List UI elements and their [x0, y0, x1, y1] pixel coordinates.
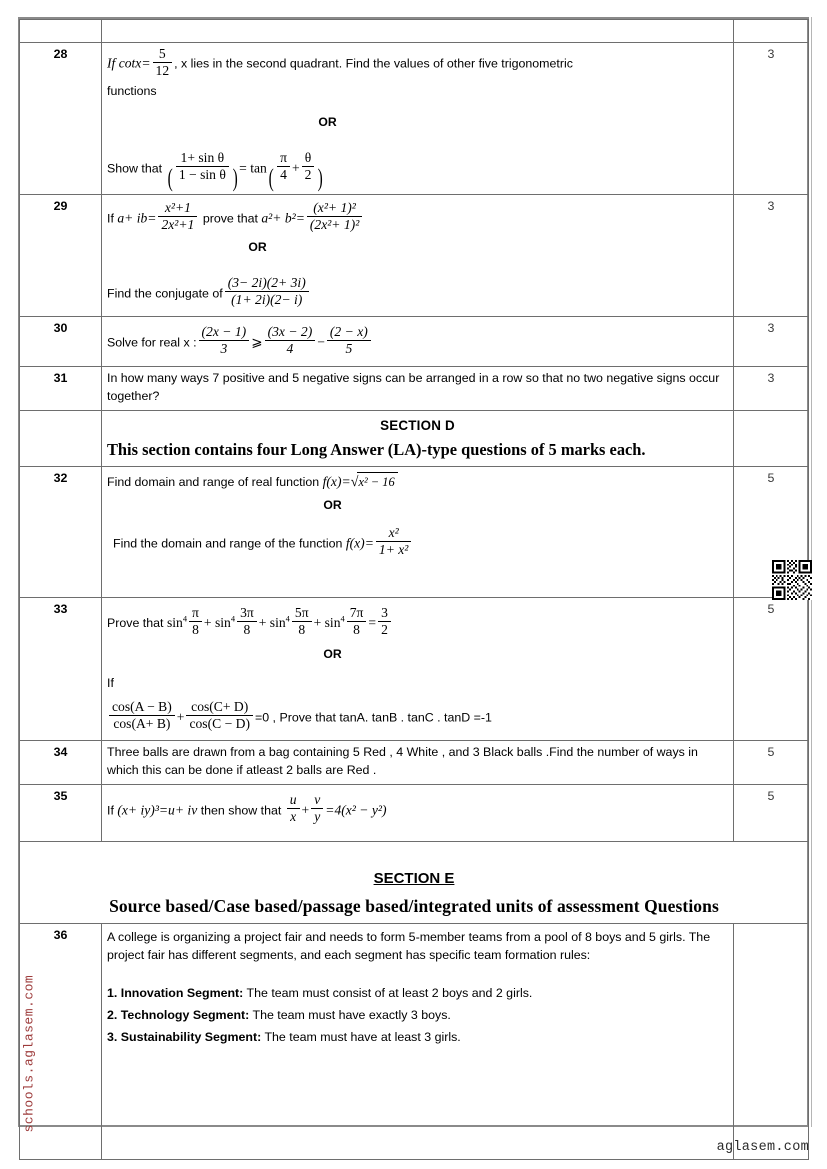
q29-f1-den: 2x²+1: [161, 216, 195, 232]
question-marks: 5: [734, 741, 809, 785]
question-marks: 3: [734, 317, 809, 366]
q28-alt-prefix: Show that: [107, 161, 163, 176]
q28-line2: functions: [107, 84, 157, 99]
q33-sin-index-3: 4: [285, 613, 290, 624]
q33-text: Prove that: [107, 615, 164, 630]
section-e-subtitle: Source based/Case based/passage based/integrated units of assessment Questions: [109, 896, 719, 917]
q29-alt-den: (1+ 2i)(2− i): [231, 291, 303, 307]
q36-item-text: The team must have exactly 3 boys.: [249, 1008, 451, 1023]
q29-f2-num: (x²+ 1)²: [307, 200, 362, 217]
q33-sin-index-4: 4: [340, 613, 345, 624]
q33-sin-index-1: 4: [182, 613, 188, 624]
section-e-title: SECTION E: [373, 870, 455, 888]
section-d-marks-cell: [734, 410, 809, 466]
q30-minus: −: [317, 334, 325, 350]
section-d-title: SECTION D: [380, 417, 455, 433]
q33-t3-num: 5π: [292, 605, 312, 622]
question-number: 32: [20, 466, 102, 597]
q29-mid: prove that: [202, 211, 258, 226]
section-e-header: [20, 842, 809, 924]
qr-code-icon: [772, 560, 812, 600]
q33-t4-den: 8: [353, 621, 360, 637]
question-body: [102, 317, 734, 366]
q33-alt-f2-num: cos(C+ D): [186, 699, 253, 716]
q33-alt-f2-den: cos(C − D): [189, 715, 250, 731]
question-marks: 5: [734, 785, 809, 842]
section-d-number-cell: [20, 410, 102, 466]
q35-prefix: If: [107, 803, 114, 818]
q30-f1-den: 3: [220, 341, 228, 357]
table-row: [20, 597, 809, 740]
q36-item-text: The team must consist of at least 2 boys and 2 girls.: [243, 986, 533, 1001]
section-e-header-row: [20, 842, 809, 924]
q33-t2-den: 8: [243, 621, 251, 637]
q36-item: [107, 985, 728, 1003]
question-marks: [734, 924, 809, 1160]
question-marks: 3: [734, 194, 809, 316]
spacer-cell-marks: [734, 20, 809, 43]
q29-alt-prefix: Find the conjugate of: [107, 286, 223, 301]
question-body: Prove that $\sin^4$ $\frac{\pi}{8}$ + $\sin^4$ $\frac{3\pi}{8}$ + $\sin^4$ $\frac{5\pi}{8}$ + $\sin^4$ $\frac{7\pi}{8}$ = $\frac{3}{2}$ OR If $\frac{\cos(A - B)}{\cos(A+ B)}$ + $\frac{\cos(C+ D)}{\cos(C - D)}$ =0 , Prove that tanA. tanB . tanC . tanD =-1: [102, 597, 734, 740]
q30-text: Solve for real x :: [107, 335, 197, 350]
q32-alt-den: 1+ x²: [378, 542, 409, 558]
q29-prefix: If: [107, 211, 114, 226]
q33-t1-num: π: [189, 605, 202, 622]
q33-alt-f1-den: cos(A+ B): [113, 715, 171, 731]
q30-f2-den: 4: [286, 341, 294, 357]
q28-alt-num: 1+ sin θ: [176, 150, 229, 167]
question-number: 30: [20, 317, 102, 366]
table-row: [20, 366, 809, 410]
question-table: [19, 19, 809, 1160]
q28-or: OR: [318, 115, 337, 130]
q29-lhs: a+ ib=: [117, 210, 157, 226]
section-d-header: [102, 410, 734, 466]
q32-text: Find domain and range of real function: [107, 474, 320, 489]
q33-alt-f1-num: cos(A − B): [109, 699, 175, 716]
question-body: Three balls are drawn from a bag containing 5 Red , 4 White , and 3 Black balls .Find the number of ways in which this can be done if atleast 2 balls are Red .: [102, 741, 734, 785]
q28-frac-den: 12: [155, 63, 170, 79]
q36-item: [107, 1029, 728, 1047]
question-number: 35: [20, 785, 102, 842]
q33-alt-if: If: [107, 675, 114, 690]
q29-or: OR: [248, 240, 267, 255]
question-number: 34: [20, 741, 102, 785]
q33-res-den: 2: [381, 621, 388, 637]
table-row-spacer: [20, 20, 809, 43]
question-body: [102, 785, 734, 842]
q30-f1-num: (2x − 1): [199, 324, 250, 341]
q33-sin-index-2: 4: [230, 613, 236, 624]
q36-item-label: 1. Innovation Segment:: [107, 986, 244, 1001]
q35-f2-num: v: [311, 792, 323, 809]
question-marks: 3: [734, 43, 809, 195]
q33-t1-den: 8: [192, 621, 199, 637]
q29-f2-den: (2x²+ 1)²: [309, 216, 360, 232]
table-row: [20, 43, 809, 195]
q35-tail: =4(x² − y²): [325, 802, 387, 818]
spacer-cell-body: [102, 20, 734, 43]
q28-prefix: If cotx=: [107, 55, 151, 71]
q28-frac-num: 5: [153, 46, 173, 63]
table-row: [20, 924, 809, 1160]
q29-rhs: a²+ b²=: [261, 210, 305, 226]
q32-radicand: x² − 16: [357, 472, 397, 492]
question-body: If cotx= $\frac{5}{12}$ , x lies in the second quadrant. Find the values of other five trigonometric functions OR Show that ( $\frac{\text{1+ sin θ}}{\text{1 − sin θ}}$ ) = tan( $\frac{\pi}{4}$ + $\frac{\theta}{2}$ ): [102, 43, 734, 195]
q33-t2-num: 3π: [237, 605, 257, 622]
watermark: schools.aglasem.com: [21, 974, 37, 1133]
question-number: 33: [20, 597, 102, 740]
q30-f3-den: 5: [345, 341, 353, 357]
q32-or: OR: [323, 497, 342, 512]
q36-item-label: 2. Technology Segment:: [107, 1008, 250, 1023]
table-row: [20, 194, 809, 316]
q33-alt-plus: +: [176, 709, 185, 725]
section-d-header-row: [20, 410, 809, 466]
question-body: Find domain and range of real function f(x)=√x² − 16 OR Find the domain and range of the function f(x)= $\frac{\text{x²}}{\text{1+ x²}}$: [102, 466, 734, 597]
q32-alt-num: x²: [376, 525, 411, 542]
spacer-cell-number: [20, 20, 102, 43]
question-number: 29: [20, 194, 102, 316]
question-number: 28: [20, 43, 102, 195]
section-d-subtitle: This section contains four Long Answer (LA)-type questions of 5 marks each.: [107, 439, 646, 459]
q28-alt-den: 1 − sin θ: [178, 167, 226, 183]
q32-alt-fx: f(x)=: [345, 535, 374, 551]
q28-alt-plus: +: [291, 160, 300, 176]
q29-alt-num: (3− 2i)(2+ 3i): [225, 275, 309, 292]
question-body: In how many ways 7 positive and 5 negative signs can be arranged in a row so that no two negative signs occur together?: [102, 366, 734, 410]
q30-rel: ⩾: [251, 334, 263, 350]
q36-paragraph: A college is organizing a project fair and needs to form 5-member teams from a pool of 8 boys and 5 girls. The project fair has different segments, and each segment has specific team formation rules:: [107, 930, 711, 963]
q28-f1-num: π: [277, 150, 290, 167]
q33-t4-num: 7π: [347, 605, 367, 622]
question-marks: 5: [734, 597, 809, 740]
q28-f1-den: 4: [280, 167, 287, 183]
table-row: [20, 741, 809, 785]
q28-f2-num: θ: [302, 150, 315, 167]
q35-plus: +: [301, 802, 310, 818]
question-marks: 3: [734, 366, 809, 410]
q30-f2-num: (3x − 2): [265, 324, 316, 341]
question-number: 31: [20, 366, 102, 410]
q30-f3-num: (2 − x): [327, 324, 371, 341]
q28-f2-den: 2: [304, 167, 312, 183]
q36-item: [107, 1007, 728, 1025]
q35-f1-num: u: [287, 792, 300, 809]
table-row: [20, 466, 809, 597]
q33-alt-tail: =0 , Prove that tanA. tanB . tanC . tanD =-1: [254, 710, 492, 725]
question-number: 36: [20, 924, 102, 1160]
table-row: [20, 785, 809, 842]
q35-f1-den: x: [290, 809, 297, 825]
q36-item-text: The team must have at least 3 girls.: [261, 1030, 461, 1045]
q35-mid: then show that: [200, 803, 282, 818]
q36-item-label: 3. Sustainability Segment:: [107, 1030, 262, 1045]
q35-f2-den: y: [314, 809, 321, 825]
q29-f1-num: x²+1: [158, 200, 197, 217]
question-body: [102, 924, 734, 1160]
q32-alt-text: Find the domain and range of the function: [113, 536, 343, 551]
q28-rest: , x lies in the second quadrant. Find the values of other five trigonometric: [174, 56, 573, 71]
q33-res-num: 3: [378, 605, 391, 622]
q33-t3-den: 8: [298, 621, 306, 637]
q32-fx: f(x)=: [322, 473, 351, 489]
question-marks: 5: [734, 466, 809, 597]
q28-alt-eq: = tan: [239, 160, 267, 176]
q35-lhs: (x+ iy)³=u+ iv: [117, 802, 198, 818]
q33-or: OR: [323, 647, 342, 662]
page-footer: aglasem.com: [716, 1140, 809, 1155]
table-row: [20, 317, 809, 366]
question-body: [102, 194, 734, 316]
